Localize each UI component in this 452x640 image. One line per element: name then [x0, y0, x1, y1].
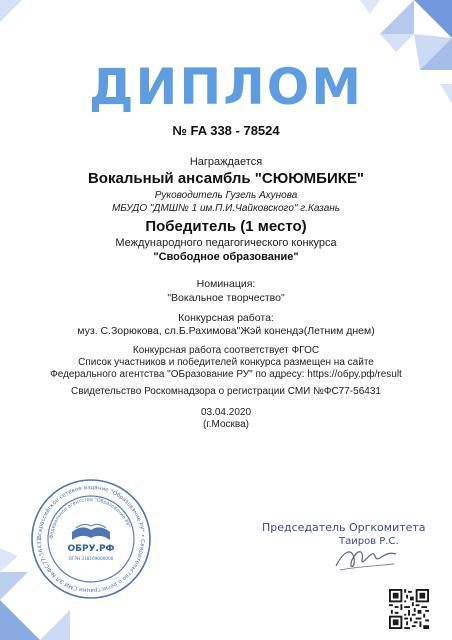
signature-title: Председатель Оргкомитета — [262, 521, 426, 534]
work-value: муз. С.Зорюкова, сл.Б.Рахимова"Жэй конендэ(Летним днем) — [77, 325, 375, 337]
leader-name: Руководитель Гузель Ахунова — [154, 190, 298, 201]
awarded-label: Награждается — [189, 156, 263, 168]
diploma-number: № FA 338 - 78524 — [172, 123, 280, 138]
qr-code-icon — [389, 589, 429, 629]
diploma-title: ДИПЛОМ — [88, 58, 363, 116]
signature-name: Таиров Р.С. — [339, 536, 399, 547]
contest-line: Международного педагогического конкурса — [115, 237, 337, 249]
recipient-name: Вокальный ансамбль "СЮЮМБИКЕ" — [87, 170, 365, 187]
nomination-value: "Вокальное творчество" — [167, 292, 285, 304]
work-label: Конкурсная работа: — [178, 312, 274, 324]
fgos-note: Конкурсная работа соответствует ФГОС — [132, 345, 320, 356]
issue-city: (г.Москва) — [202, 419, 249, 430]
issue-date: 03.04.2020 — [200, 407, 252, 418]
school-name: МБУДО "ДМШ№ 1 им.П.И.Чайковского" г.Казань — [111, 203, 341, 214]
svg-text:ОБРУ.РФ: ОБРУ.РФ — [67, 544, 115, 554]
place-result: Победитель (1 место) — [145, 218, 307, 235]
svg-text:ОГРН 318169000000: ОГРН 318169000000 — [68, 556, 114, 561]
contest-name: "Свободное образование" — [153, 251, 299, 263]
smi-note: Свидетельство Роскомнадзора о регистрации СМИ №ФС77-56431 — [71, 386, 381, 397]
list-note-2: Федерального агентства "ОБразование РУ" по адресу: https://обру.рф/result — [50, 369, 402, 380]
nomination-label: Номинация: — [196, 278, 256, 290]
seal-icon — [30, 478, 152, 600]
svg-text:Всероссийское сетевое издание: Всероссийское сетевое издание "Образование РУ" • Свидетельство о регистрации СМИ ЭЛ №ФС77-56431 — [36, 484, 146, 594]
signature-icon — [330, 540, 400, 576]
svg-text:Федеральное агентство "Образов: Федеральное агентство "Образование РУ" — [49, 497, 131, 540]
list-note-1: Список участников и победителей конкурса размещен на сайте — [78, 357, 374, 368]
